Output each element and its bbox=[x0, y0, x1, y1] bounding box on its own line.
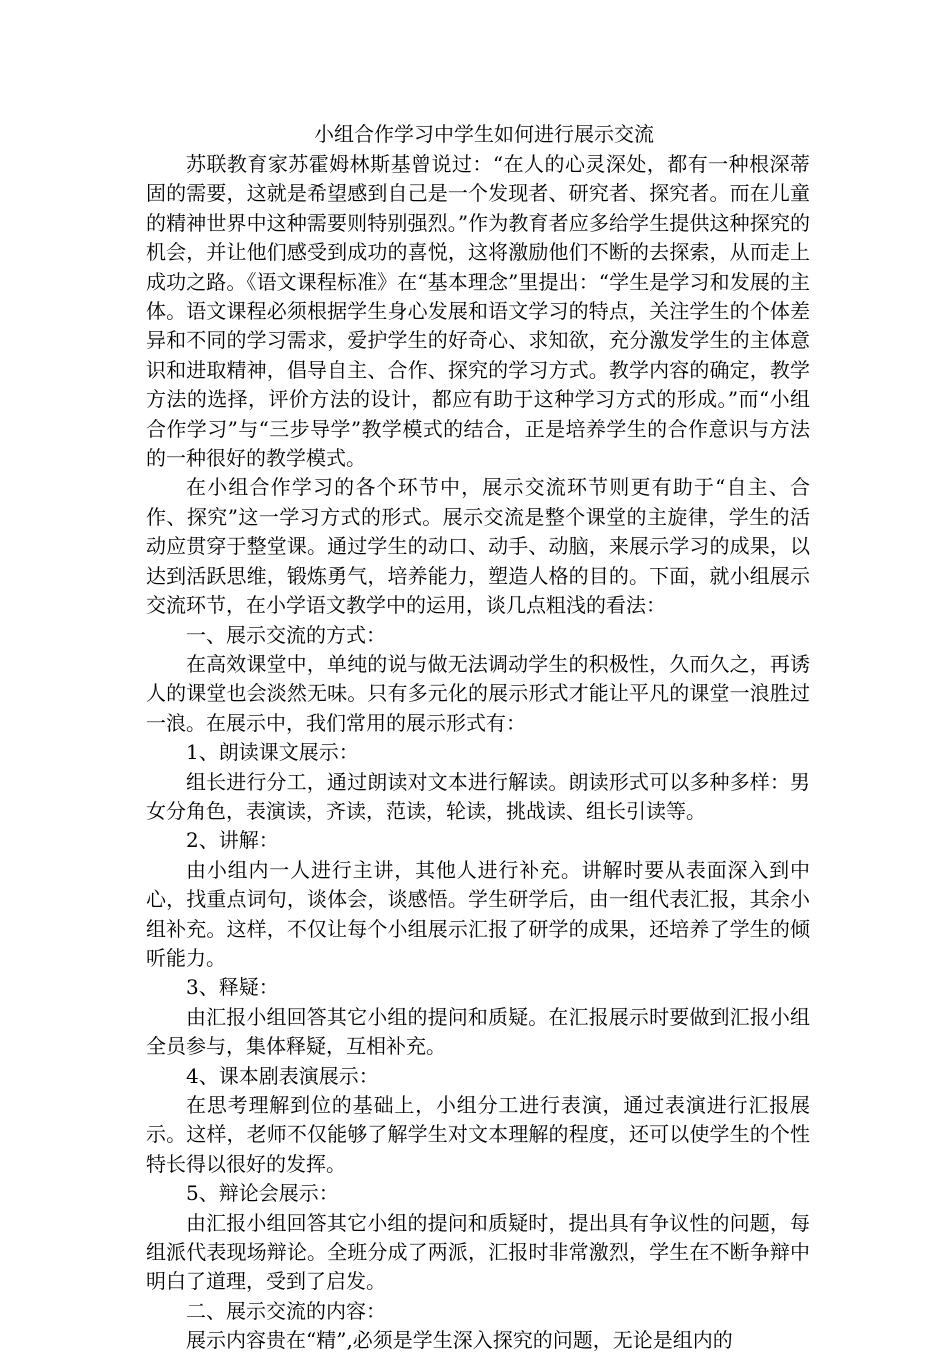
subheading-reading: 1、朗读课文展示： bbox=[186, 740, 359, 765]
paragraph-intro: 苏联教育家苏霍姆林斯基曾说过：“在人的心灵深处，都有一种根深蒂固的需要，这就是希望感到自己是一个发现者、研究者、探究者。而在儿童的精神世界中这种需要则特别强烈。”作为教育者应多给学生提供这种探究的机会，并让他们感受到成功的喜悦，这将激励他们不断的去探索，从而走上成功之路。《语文课程标准》在“基本理念”里提出：“学生是学习和发展的主体。语文课程必须根据学生身心发展和语文学习的特点，关注学生的个体差异和不同的学习需求，爱护学生的好奇心、求知欲，充分激发学生的主体意识和进取精神，倡导自主、合作、探究的学习方式。教学内容的确定，教学方法的选择，评价方法的设计，都应有助于这种学习方式的形成。”而“小组合作学习”与“三步导学”教学模式的结合，正是培养学生的合作意识与方法的一种很好的教学模式。 bbox=[146, 152, 810, 471]
paragraph-debate: 由汇报小组回答其它小组的提问和质疑时，提出具有争议性的问题，每组派代表现场辩论。全班分成了两派，汇报时非常激烈，学生在不断争辩中明白了道理，受到了启发。 bbox=[146, 1210, 810, 1294]
document-page bbox=[146, 120, 810, 1356]
paragraph-content: 展示内容贵在“精”,必须是学生深入探究的问题，无论是组内的 bbox=[186, 1328, 733, 1353]
section-heading-methods: 一、展示交流的方式： bbox=[186, 622, 386, 647]
subheading-clarifying: 3、释疑： bbox=[186, 975, 279, 1000]
paragraph-overview: 在小组合作学习的各个环节中，展示交流环节则更有助于“自主、合作、探究”这一学习方式的形式。展示交流是整个课堂的主旋律，学生的活动应贯穿于整堂课。通过学生的动口、动手、动脑，来展示学习的成果，以达到活跃思维，锻炼勇气，培养能力，塑造人格的目的。下面，就小组展示交流环节，在小学语文教学中的运用，谈几点粗浅的看法： bbox=[146, 475, 810, 618]
subheading-explaining: 2、讲解： bbox=[186, 828, 279, 853]
subheading-debate: 5、辩论会展示： bbox=[186, 1181, 339, 1206]
paragraph-drama: 在思考理解到位的基础上，小组分工进行表演，通过表演进行汇报展示。这样，老师不仅能够了解学生对文本理解的程度，还可以使学生的个性特长得以很好的发挥。 bbox=[146, 1093, 810, 1176]
subheading-drama: 4、课本剧表演展示： bbox=[186, 1063, 379, 1088]
section-heading-content: 二、展示交流的内容： bbox=[186, 1298, 386, 1323]
paragraph-methods-intro: 在高效课堂中，单纯的说与做无法调动学生的积极性，久而久之，再诱人的课堂也会淡然无味。只有多元化的展示形式才能让平凡的课堂一浪胜过一浪。在展示中，我们常用的展示形式有： bbox=[146, 651, 810, 735]
paragraph-reading: 组长进行分工，通过朗读对文本进行解读。朗读形式可以多种多样：男女分角色，表演读，齐读，范读，轮读，挑战读、组长引读等。 bbox=[146, 769, 810, 823]
document-title: 小组合作学习中学生如何进行展示交流 bbox=[314, 122, 654, 146]
paragraph-explaining: 由小组内一人进行主讲，其他人进行补充。讲解时要从表面深入到中心，找重点词句，谈体会，谈感悟。学生研学后，由一组代表汇报，其余小组补充。这样，不仅让每个小组展示汇报了研学的成果，还培养了学生的倾听能力。 bbox=[146, 857, 810, 970]
paragraph-clarifying: 由汇报小组回答其它小组的提问和质疑。在汇报展示时要做到汇报小组全员参与，集体释疑，互相补充。 bbox=[146, 1004, 810, 1059]
